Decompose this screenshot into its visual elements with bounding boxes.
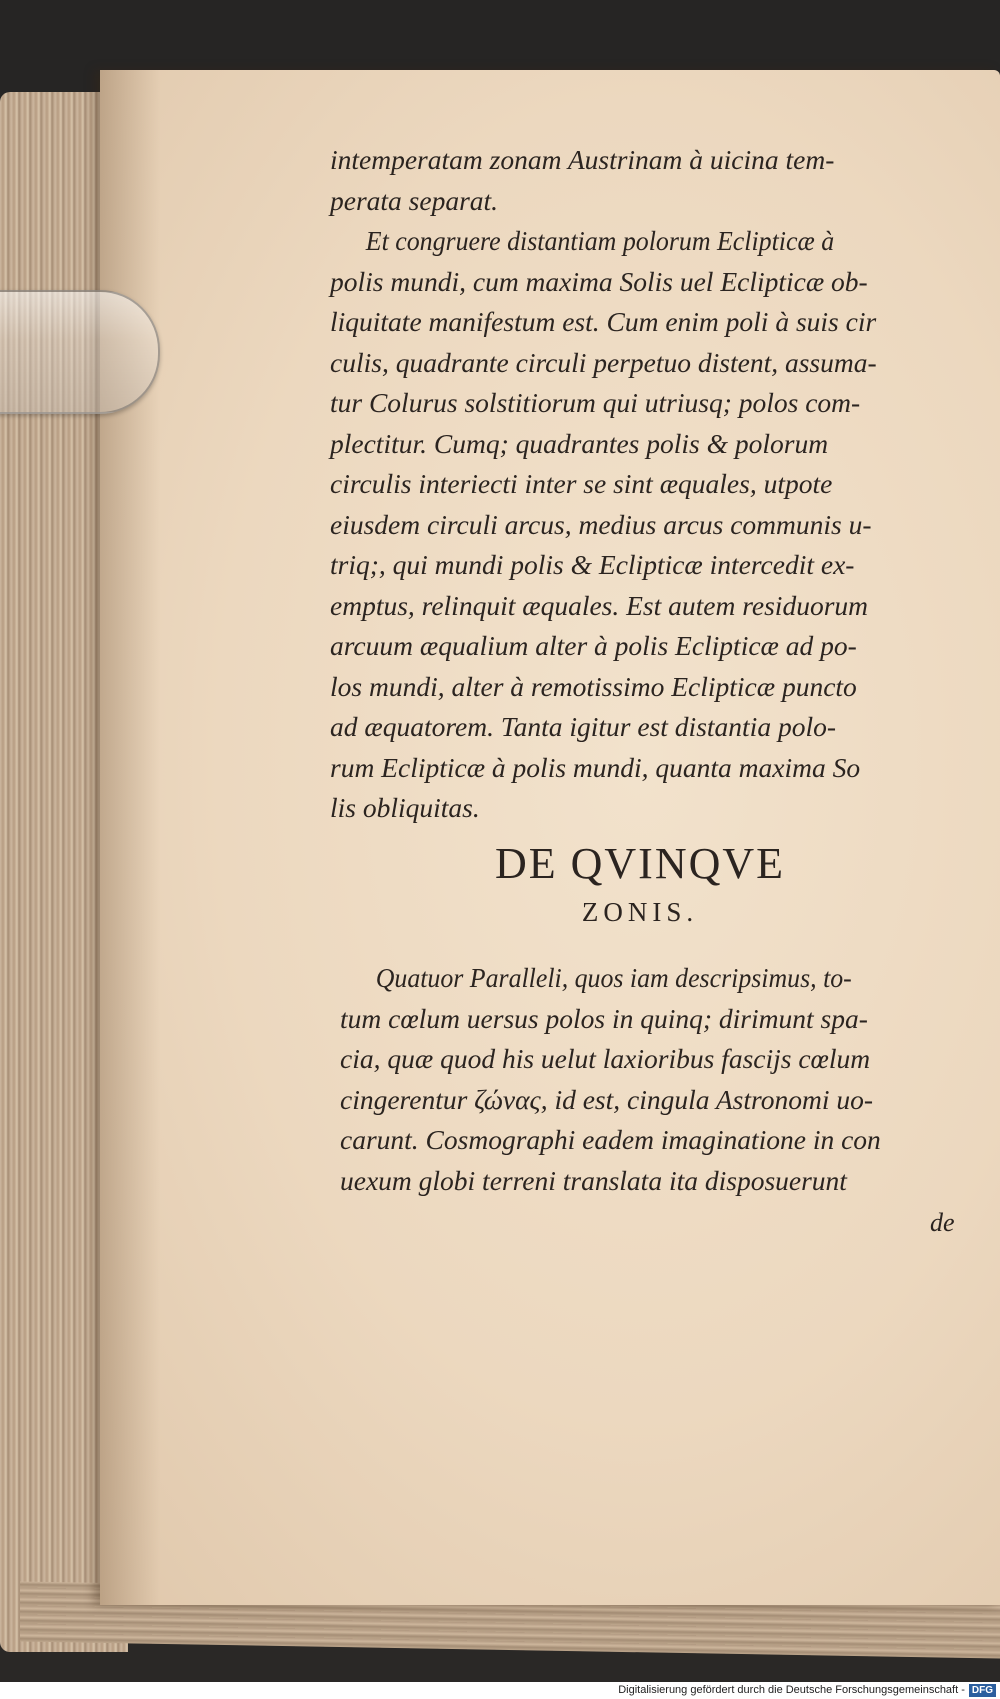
paragraph-2	[340, 958, 970, 1201]
text-line: plectitur. Cumq; quadrantes polis & polorum	[330, 427, 829, 459]
text-line: liquitate manifestum est. Cum enim poli à suis cir	[330, 306, 877, 337]
catchword: de	[930, 1208, 955, 1237]
text-line: polis mundi, cum maxima Solis uel Eclipticæ ob-	[330, 265, 868, 297]
text-line: tur Colurus solstitiorum qui utriusq; polos com-	[330, 387, 861, 418]
footer-text: Digitalisierung gefördert durch die Deutsche Forschungsgemeinschaft -	[618, 1684, 965, 1696]
dfg-logo: DFG	[969, 1684, 996, 1697]
text-line: rum Eclipticæ à polis mundi, quanta maxima So	[330, 751, 861, 783]
paragraph-1	[330, 140, 970, 829]
text-line: lis obliquitas.	[330, 792, 480, 823]
section-subheading: ZONIS.	[581, 897, 699, 927]
text-line: carunt. Cosmographi eadem imaginatione in con	[340, 1124, 881, 1155]
text-line: cia, quæ quod his uelut laxioribus fascijs cœlum	[340, 1043, 871, 1074]
text-line: uexum globi terreni translata ita disposuerunt	[340, 1164, 847, 1196]
text-line: triq;, qui mundi polis & Eclipticæ intercedit ex-	[330, 549, 855, 580]
page-clip	[0, 290, 160, 414]
text-line: culis, quadrante circuli perpetuo distent, assuma-	[330, 346, 877, 378]
text-line: arcuum æqualium alter à polis Eclipticæ ad po-	[330, 630, 857, 661]
text-line: los mundi, alter à remotissimo Eclipticæ puncto	[330, 670, 857, 702]
text-line: intemperatam zonam Austrinam à uicina tem-	[330, 144, 835, 175]
text-line: perata separat.	[330, 184, 499, 216]
text-line: ad æquatorem. Tanta igitur est distantia polo-	[330, 711, 836, 742]
text-line: emptus, relinquit æquales. Est autem residuorum	[330, 589, 869, 621]
text-line: tum cœlum uersus polos in quinq; dirimunt spa-	[340, 1002, 868, 1034]
section-heading: DE QVINQVE	[494, 839, 786, 888]
text-line: Quatuor Paralleli, quos iam descripsimus, to-	[375, 962, 852, 993]
text-line: cingerentur ζώνας, id est, cingula Astronomi uo-	[340, 1083, 873, 1115]
text-line: Et congruere distantiam polorum Eclipticæ à	[365, 225, 835, 256]
text-line: circulis interiecti inter se sint æquales, utpote	[330, 468, 833, 499]
text-line: eiusdem circuli arcus, medius arcus communis u-	[330, 508, 872, 540]
footer	[0, 1682, 1000, 1699]
